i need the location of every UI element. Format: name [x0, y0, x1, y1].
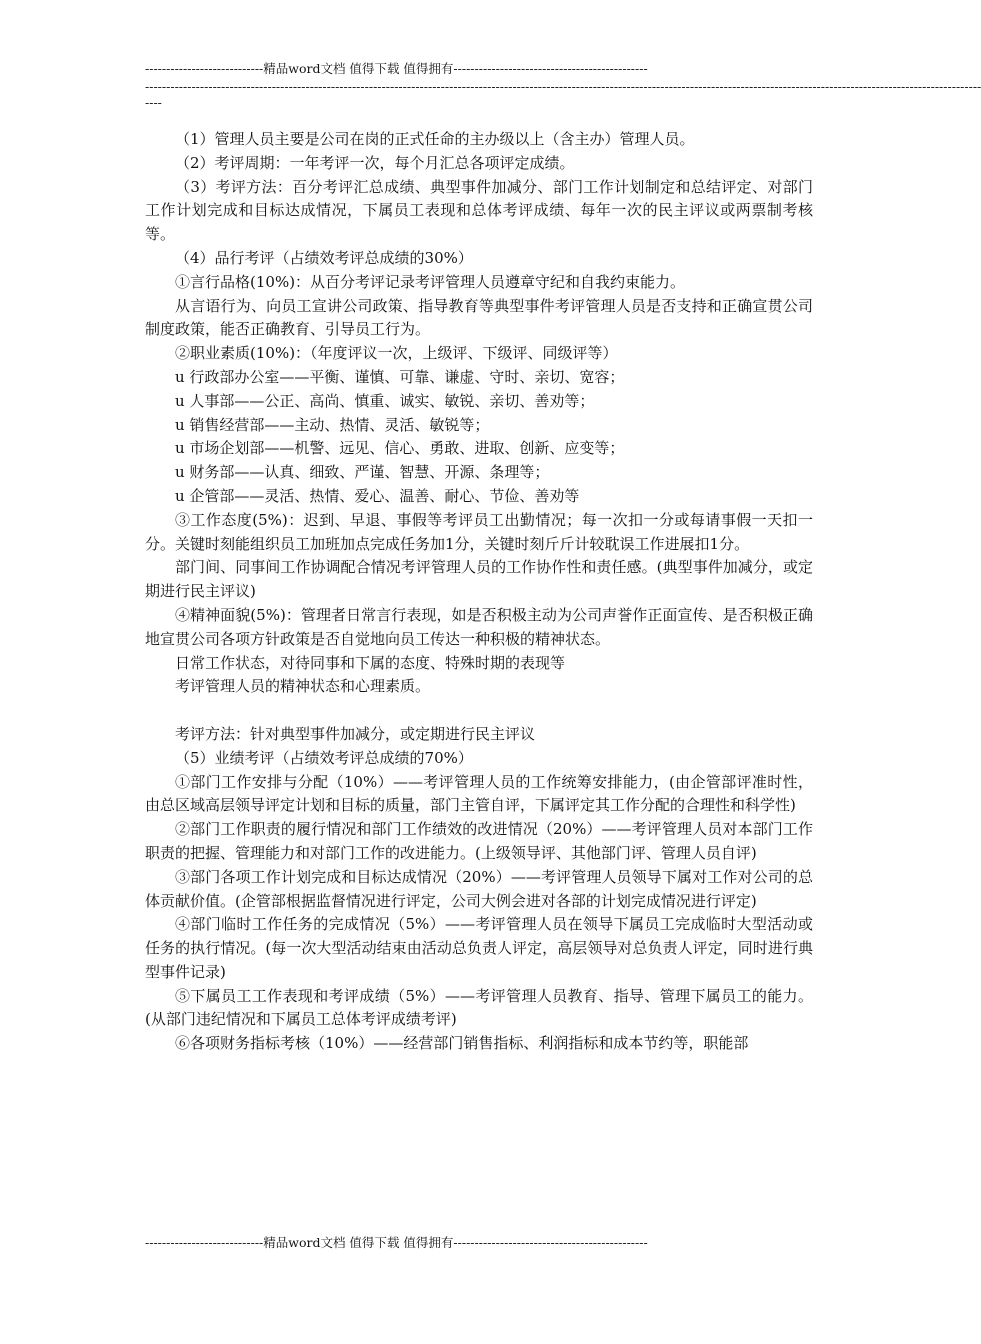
paragraph-method: （3）考评方法：百分考评汇总成绩、典型事件加减分、部门工作计划制定和总结评定、对部门工作计划完成和目标达成情况，下属员工表现和总体考评成绩、每年一次的民主评议或两票制考核等。 — [145, 177, 813, 244]
blank-line — [145, 699, 813, 723]
list-item: u 企管部——灵活、热情、爱心、温善、耐心、节俭、善劝等 — [175, 486, 580, 505]
paragraph-conduct-detail: 从言语行为、向员工宣讲公司政策、指导教育等典型事件考评管理人员是否支持和正确宣贯公司制度政策，能否正确教育、引导员工行为。 — [145, 296, 813, 339]
paragraph-performance-4: ④部门临时工作任务的完成情况（5%）——考评管理人员在领导下属员工完成临时大型活动或任务的执行情况。(每一次大型活动结束由活动总负责人评定，高层领导对总负责人评定，同时进行典型事件记录) — [145, 915, 813, 981]
header-watermark-line: ----------------------------精品word文档 值得下载 值得拥有---------------------------------------------- — [145, 61, 648, 76]
paragraph-cooperation: 部门间、同事间工作协调配合情况考评管理人员的工作协作性和责任感。(典型事件加减分，或定期进行民主评议) — [145, 558, 813, 601]
paragraph-work-attitude: ③工作态度(5%)：迟到、早退、事假等考评员工出勤情况；每一次扣一分或每请事假一天扣一分。关键时刻能组织员工加班加点完成任务加1分，关键时刻斤斤计较耽误工作进展扣1分。 — [145, 510, 813, 553]
list-item: u 行政部办公室——平衡、谨慎、可靠、谦虚、守时、亲切、宽容； — [175, 367, 625, 386]
paragraph-performance-3: ③部门各项工作计划完成和目标达成情况（20%）——考评管理人员领导下属对工作对公司的总体贡献价值。(企管部根据监督情况进行评定，公司大例会进对各部的计划完成情况进行评定) — [145, 867, 813, 910]
document-body — [145, 128, 813, 1056]
heading-conduct-review: （4）品行考评（占绩效考评总成绩的30%） — [175, 248, 473, 267]
header-dash-line-end: ---- — [145, 95, 162, 110]
paragraph-cycle: （2）考评周期：一年考评一次，每个月汇总各项评定成绩。 — [175, 153, 575, 172]
paragraph-performance-2: ②部门工作职责的履行情况和部门工作绩效的改进情况（20%）——考评管理人员对本部门工作职责的把握、管理能力和对部门工作的改进能力。(上级领导评、其他部门评、管理人员自评) — [145, 820, 813, 862]
paragraph-review-method: 考评方法：针对典型事件加减分，或定期进行民主评议 — [175, 724, 536, 743]
paragraph-mental-state: 考评管理人员的精神状态和心理素质。 — [175, 677, 431, 696]
paragraph-performance-5: ⑤下属员工工作表现和考评成绩（5%）——考评管理人员教育、指导、管理下属员工的能力。(从部门违纪情况和下属员工总体考评成绩考评) — [145, 986, 813, 1029]
footer-watermark-line: ----------------------------精品word文档 值得下载 值得拥有---------------------------------------------- — [145, 1235, 648, 1250]
list-item: u 人事部——公正、高尚、慎重、诚实、敏锐、亲切、善劝等； — [175, 391, 595, 410]
paragraph-conduct: ①言行品格(10%)：从百分考评记录考评管理人员遵章守纪和自我约束能力。 — [175, 272, 686, 291]
list-item: u 销售经营部——主动、热情、灵活、敏锐等； — [175, 415, 490, 434]
paragraph-spirit: ④精神面貌(5%)：管理者日常言行表现，如是否积极主动为公司声誉作正面宣传、是否积极正确地宣贯公司各项方针政策是否自觉地向员工传达一种积极的精神状态。 — [145, 605, 813, 648]
list-item: u 市场企划部——机警、远见、信心、勇敢、进取、创新、应变等； — [175, 439, 625, 458]
paragraph-performance-1: ①部门工作安排与分配（10%）——考评管理人员的工作统筹安排能力，(由企管部评准时性，由总区域高层领导评定计划和目标的质量，部门主管自评，下属评定其工作分配的合理性和科学性) — [145, 772, 813, 815]
paragraph-scope: （1）管理人员主要是公司在岗的正式任命的主办级以上（含主办）管理人员。 — [175, 130, 695, 148]
paragraph-daily-state: 日常工作状态，对待同事和下属的态度、特殊时期的表现等 — [175, 653, 566, 672]
heading-performance-review: （5）业绩考评（占绩效考评总成绩的70%） — [175, 748, 473, 767]
list-item: u 财务部——认真、细致、严谨、智慧、开源、条理等； — [175, 463, 550, 482]
header-dash-line: ------------------------------------------------------------------------------------------------------------------------------------------------------------------------------------------------------ — [145, 79, 981, 94]
paragraph-professional-quality: ②职业素质(10%)：（年度评议一次，上级评、下级评、同级评等） — [175, 344, 618, 363]
paragraph-performance-6: ⑥各项财务指标考核（10%）——经营部门销售指标、利润指标和成本节约等，职能部 — [175, 1034, 749, 1053]
